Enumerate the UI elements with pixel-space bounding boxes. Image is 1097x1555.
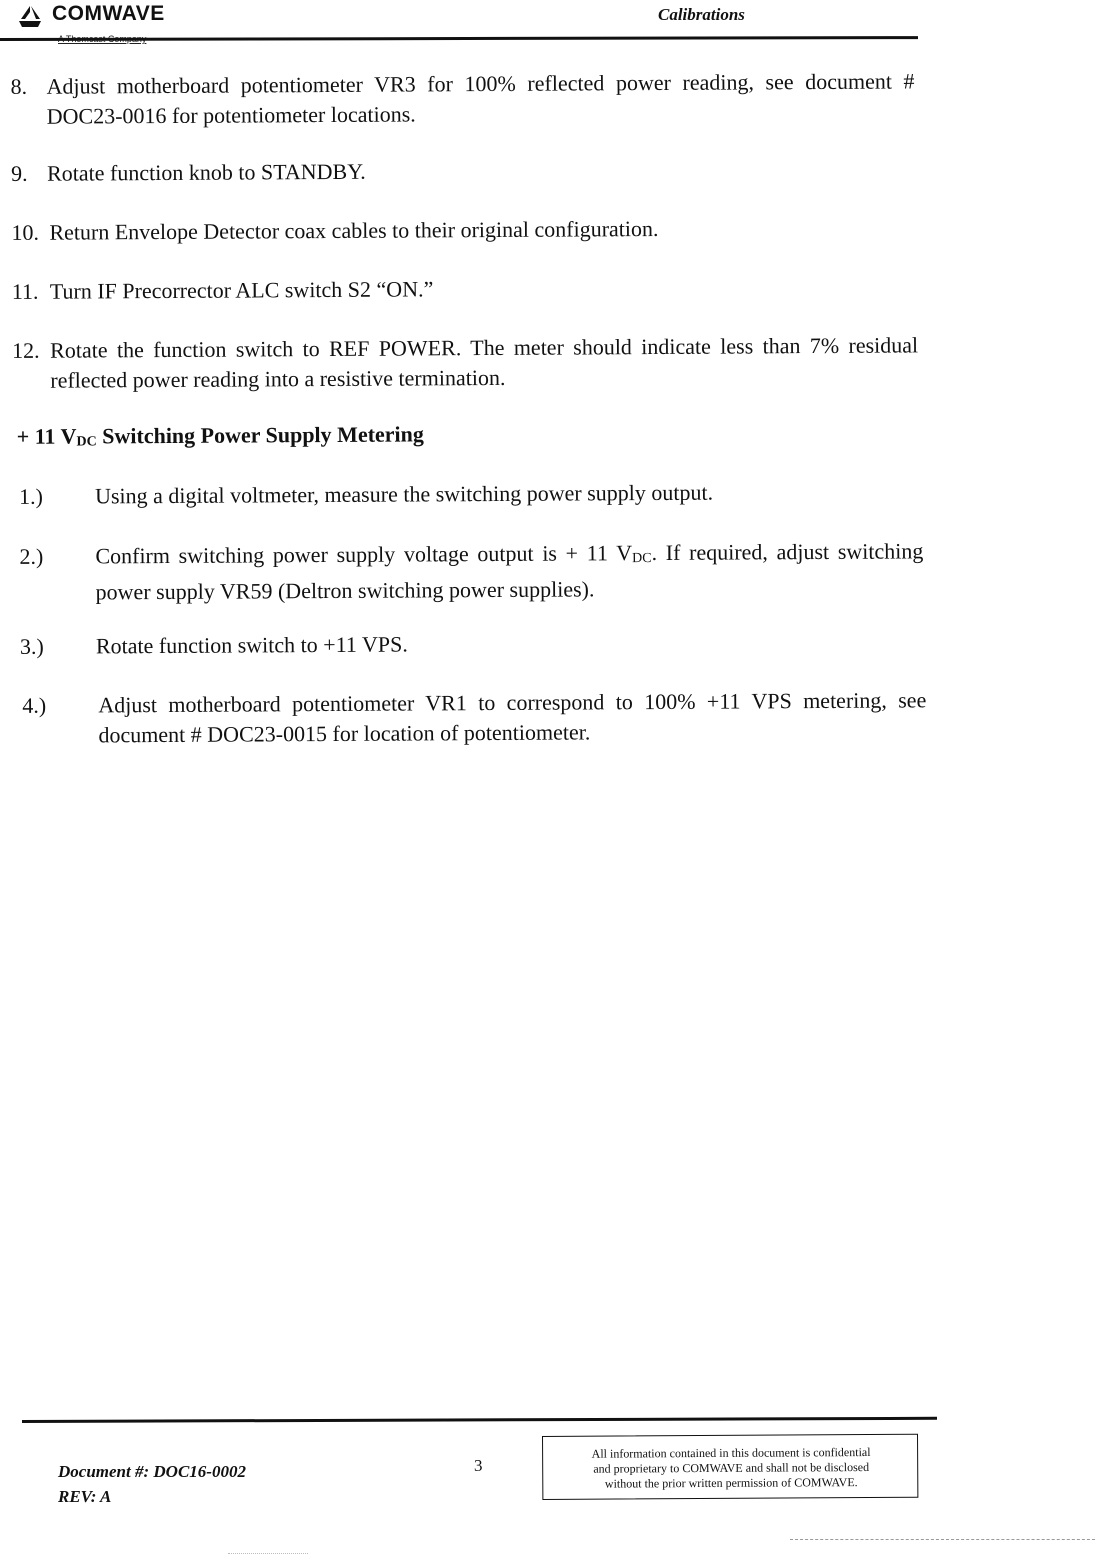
sub-step-3 — [20, 626, 924, 662]
scan-artifact — [228, 1553, 308, 1554]
document-number: Document #: DOC16-0002 — [58, 1462, 246, 1481]
step-text: Return Envelope Detector coax cables to their original configuration. — [49, 215, 659, 245]
step-number: 4.) — [22, 692, 47, 718]
step-text: Rotate the function switch to REF POWER. The meter should indicate less than 7% residual reflected power reading into a resistive termination. — [50, 332, 919, 393]
step-text: Confirm switching power supply voltage output is + 11 $V_{DC}$. If required, adjust switching power supply VR59 (Deltron switching power supplies). — [95, 538, 924, 605]
step-text: Rotate function switch to +11 VPS. — [95, 631, 408, 659]
step-number: 8. — [10, 73, 28, 99]
step-number: 1.) — [18, 483, 43, 509]
step-number: 10. — [11, 219, 39, 245]
section-heading: + 11 $V_{DC}$ Switching Power Supply Metering — [16, 421, 424, 450]
step-12 — [12, 330, 919, 396]
step-number: 11. — [11, 278, 39, 304]
step-text: Adjust motherboard potentiometer VR1 to correspond to 100% +11 VPS metering, see document # DOC23-0015 for location of potentiometer. — [98, 687, 927, 748]
company-logo-text: COMWAVE — [52, 2, 165, 25]
document-revision: REV: A — [58, 1487, 112, 1506]
step-text: Turn IF Precorrector ALC switch S2 “ON.” — [49, 276, 434, 304]
scan-artifact — [790, 1539, 1097, 1540]
page-number: 3 — [474, 1456, 483, 1475]
confidentiality-notice — [542, 1434, 918, 1500]
step-8 — [10, 66, 914, 132]
company-subtitle: A Thomcast Company — [58, 34, 147, 44]
sub-step-2 — [19, 536, 924, 605]
step-text: Rotate function knob to STANDBY. — [46, 158, 366, 186]
step-number: 12. — [12, 337, 40, 363]
confidentiality-line: without the prior written permission of COMWAVE. — [604, 1475, 858, 1491]
confidentiality-line: All information contained in this document is confidential — [591, 1444, 871, 1461]
sub-step-4 — [22, 685, 926, 751]
section-title: Calibrations — [658, 5, 745, 24]
sub-step-1 — [19, 476, 923, 512]
confidentiality-line: and proprietary to COMWAVE and shall not be disclosed — [593, 1460, 870, 1476]
step-9 — [11, 153, 915, 189]
step-number: 2.) — [19, 543, 44, 569]
step-10 — [11, 212, 915, 248]
step-number: 9. — [10, 160, 28, 186]
footer-divider — [22, 1417, 937, 1423]
step-text: Adjust motherboard potentiometer VR3 for 100% reflected power reading, see document # DOC23-0016 for potentiometer locations. — [46, 68, 915, 129]
step-text: Using a digital voltmeter, measure the switching power supply output. — [94, 479, 714, 509]
step-number: 3.) — [19, 633, 44, 659]
step-11 — [12, 271, 916, 307]
